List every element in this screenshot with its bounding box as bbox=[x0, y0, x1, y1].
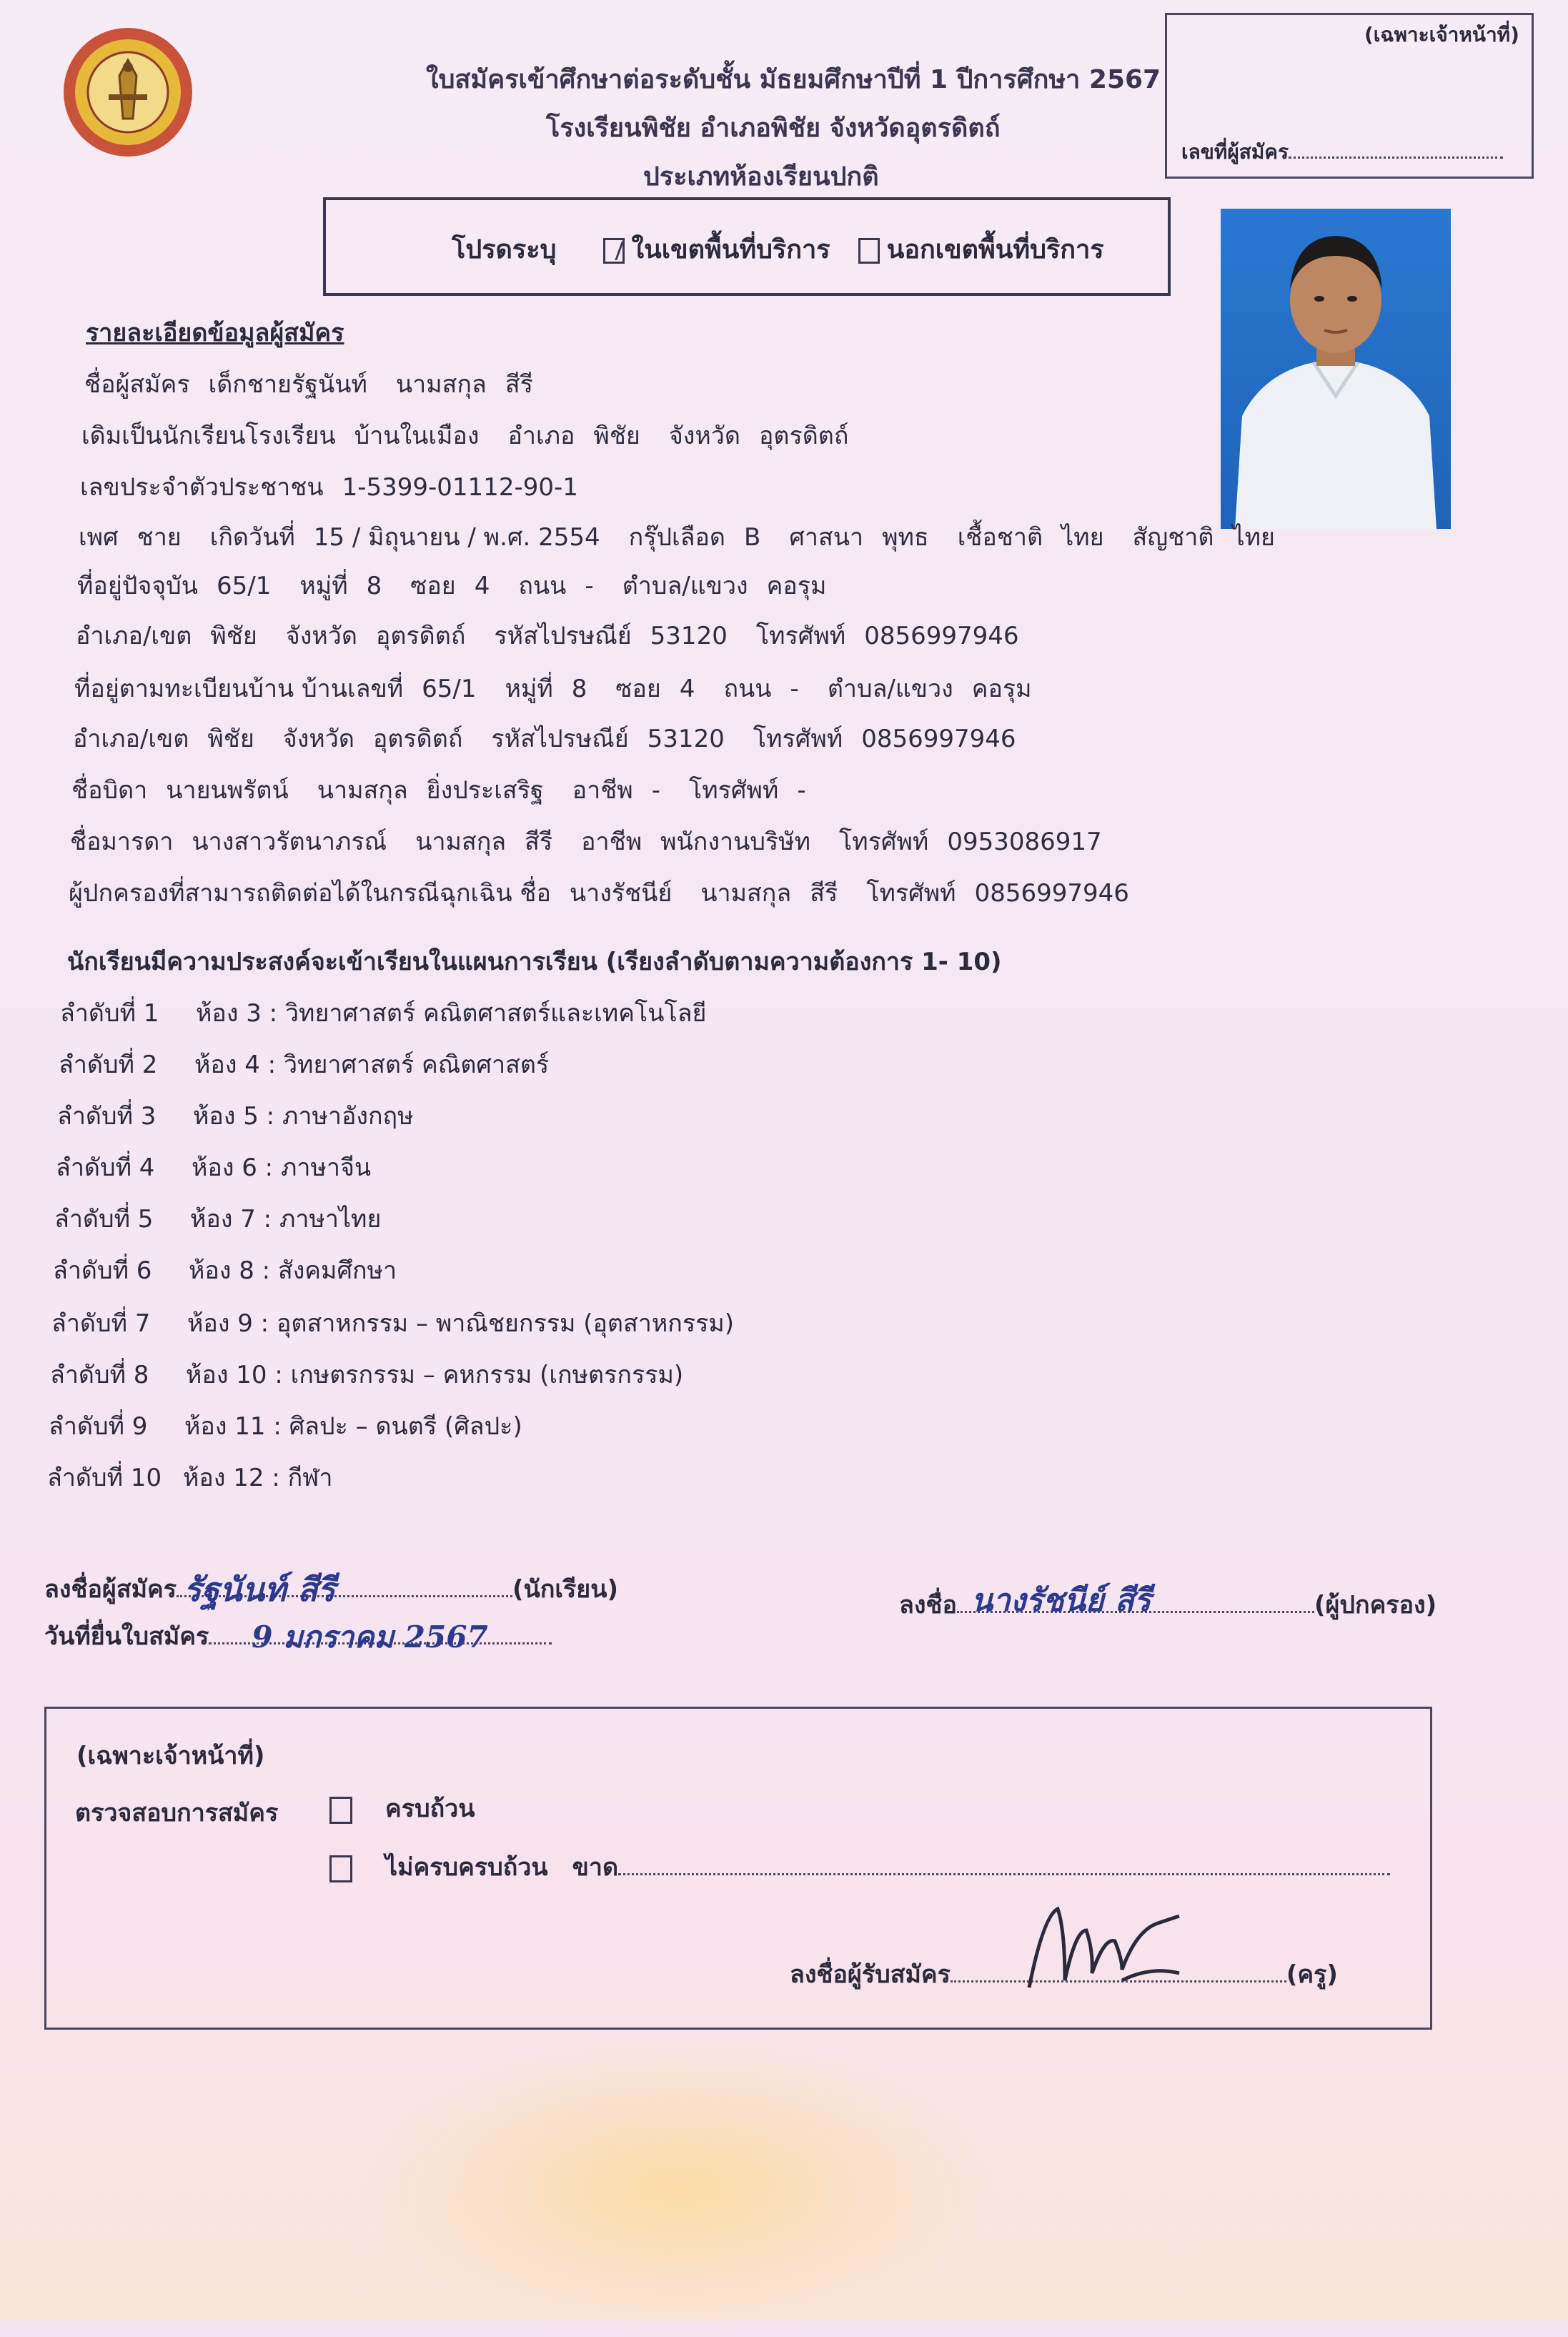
staff-only-label: (เฉพาะเจ้าหน้าที่) bbox=[1364, 23, 1519, 46]
staff-only-box bbox=[1165, 13, 1534, 179]
out-zone-label: นอกเขตพื้นที่บริการ bbox=[886, 235, 1104, 264]
plan-item bbox=[49, 1406, 522, 1445]
check-label: ตรวจสอบการสมัคร bbox=[75, 1799, 279, 1827]
prev-school-row: เดิมเป็นนักเรียนโรงเรียน บ้านในเมือง อำเภอ พิชัย จังหวัด อุตรดิตถ์ bbox=[81, 422, 849, 450]
plan-order: ลำดับที่ 4 bbox=[56, 1153, 155, 1182]
complete-checkbox[interactable] bbox=[329, 1797, 352, 1824]
applicant-no-field[interactable] bbox=[1181, 137, 1503, 168]
plan-order: ลำดับที่ 9 bbox=[49, 1412, 148, 1441]
plan-room: ห้อง 3 : วิทยาศาสตร์ คณิตศาสตร์และเทคโนโลยี bbox=[196, 999, 707, 1028]
plan-item bbox=[53, 1251, 397, 1289]
plan-item bbox=[56, 1148, 371, 1186]
plan-room: ห้อง 6 : ภาษาจีน bbox=[192, 1153, 372, 1182]
plan-item bbox=[51, 1304, 734, 1342]
plan-order: ลำดับที่ 2 bbox=[59, 1051, 158, 1079]
id-row: เลขประจำตัวประชาชน 1-5399-01112-90-1 bbox=[80, 473, 578, 502]
national-id: 1-5399-01112-90-1 bbox=[342, 473, 578, 502]
plans-heading: นักเรียนมีความประสงค์จะเข้าเรียนในแผนการเรียน (เรียงลำดับตามความต้องการ 1- 10) bbox=[67, 948, 1002, 976]
receiver-signature-field: ลงชื่อผู้รับสมัคร (ครู) bbox=[790, 1955, 1338, 1993]
zone-box bbox=[323, 197, 1171, 296]
office-use-box bbox=[44, 1707, 1432, 2030]
in-zone-label: ในเขตพื้นที่บริการ bbox=[631, 235, 830, 264]
date-field: วันที่ยื่นใบสมัคร 9 มกราคม 2567 bbox=[44, 1617, 552, 1655]
applicant-surname: สีรี bbox=[505, 370, 533, 399]
father-row: ชื่อบิดา นายนพรัตน์ นามสกุล ยิ่งประเสริฐ อาชีพ - โทรศัพท์ - bbox=[71, 776, 806, 805]
out-zone-checkbox[interactable] bbox=[858, 238, 880, 264]
plan-item bbox=[50, 1355, 683, 1394]
school-name: โรงเรียนพิชัย อำเภอพิชัย จังหวัดอุตรดิตถ์ bbox=[546, 114, 1001, 143]
plan-order: ลำดับที่ 5 bbox=[54, 1205, 154, 1234]
zone-label: โปรดระบุ bbox=[452, 235, 557, 264]
plan-room: ห้อง 12 : กีฬา bbox=[183, 1464, 333, 1492]
registered-address-row-2: อำเภอ/เขต พิชัย จังหวัด อุตรดิตถ์ รหัสไปรษณีย์ 53120 โทรศัพท์ 0856997946 bbox=[73, 725, 1016, 753]
plan-room: ห้อง 9 : อุตสาหกรรม – พาณิชยกรรม (อุตสาหกรรม) bbox=[187, 1309, 735, 1338]
office-title: (เฉพาะเจ้าหน้าที่) bbox=[76, 1742, 265, 1770]
plan-order: ลำดับที่ 10 bbox=[47, 1464, 162, 1492]
registered-address-row-1: ที่อยู่ตามทะเบียนบ้าน บ้านเลขที่ 65/1 หมู่ที่ 8 ซอย 4 ถนน - ตำบล/แขวง คอรุม bbox=[74, 675, 1032, 703]
applicant-name: เด็กชายรัฐนันท์ bbox=[208, 370, 367, 399]
guardian-row: ผู้ปกครองที่สามารถติดต่อได้ในกรณีฉุกเฉิน ชื่อ นางรัชนีย์ นามสกุล สีรี โทรศัพท์ 0856997946 bbox=[69, 879, 1129, 908]
plan-item bbox=[57, 1096, 414, 1135]
plan-order: ลำดับที่ 7 bbox=[51, 1309, 151, 1338]
in-zone-checkbox[interactable] bbox=[603, 238, 625, 264]
student-portrait bbox=[1221, 209, 1451, 529]
plan-room: ห้อง 5 : ภาษาอังกฤษ bbox=[193, 1102, 414, 1131]
plan-order: ลำดับที่ 6 bbox=[53, 1256, 152, 1285]
applicant-photo bbox=[1221, 209, 1451, 529]
complete-option: ครบถ้วน bbox=[329, 1789, 475, 1827]
school-emblem-icon bbox=[61, 26, 194, 159]
personal-row: เพศ ชาย เกิดวันที่ 15 / มิถุนายน / พ.ศ. 2554 กรุ๊ปเลือด B ศาสนา พุทธ เชื้อชาติ ไทย สัญชาติ ไทย bbox=[79, 523, 1275, 552]
plan-room: ห้อง 8 : สังคมศึกษา bbox=[189, 1256, 397, 1285]
plan-room: ห้อง 10 : เกษตรกรรม – คหกรรม (เกษตรกรรม) bbox=[186, 1361, 684, 1389]
name-row: ชื่อผู้สมัคร เด็กชายรัฐนันท์ นามสกุล สีรี bbox=[84, 370, 533, 399]
plan-item bbox=[60, 993, 706, 1032]
class-type: ประเภทห้องเรียนปกติ bbox=[643, 162, 879, 192]
plan-room: ห้อง 4 : วิทยาศาสตร์ คณิตศาสตร์ bbox=[194, 1051, 550, 1079]
birth-date: 15 / มิถุนายน / พ.ศ. 2554 bbox=[313, 523, 600, 552]
section-title: รายละเอียดข้อมูลผู้สมัคร bbox=[86, 319, 344, 347]
applicant-no-label: เลขที่ผู้สมัคร bbox=[1181, 140, 1289, 164]
plan-room: ห้อง 11 : ศิลปะ – ดนตรี (ศิลปะ) bbox=[184, 1412, 522, 1441]
plan-order: ลำดับที่ 8 bbox=[50, 1361, 149, 1389]
plan-item bbox=[59, 1045, 549, 1083]
current-address-row-2: อำเภอ/เขต พิชัย จังหวัด อุตรดิตถ์ รหัสไปรษณีย์ 53120 โทรศัพท์ 0856997946 bbox=[76, 622, 1019, 650]
form-title: ใบสมัครเข้าศึกษาต่อระดับชั้น มัธยมศึกษาปีที่ 1 ปีการศึกษา 2567 bbox=[426, 65, 1161, 94]
current-address-row-1: ที่อยู่ปัจจุบัน 65/1 หมู่ที่ 8 ซอย 4 ถนน - ตำบล/แขวง คอรุม bbox=[77, 572, 827, 600]
applicant-signature: รัฐนันท์ สีรี bbox=[184, 1570, 336, 1609]
plan-item bbox=[54, 1199, 381, 1238]
plan-order: ลำดับที่ 3 bbox=[57, 1102, 157, 1131]
mother-row: ชื่อมารดา นางสาวรัตนาภรณ์ นามสกุล สีรี อาชีพ พนักงานบริษัท โทรศัพท์ 0953086917 bbox=[70, 828, 1102, 856]
application-date: 9 มกราคม 2567 bbox=[252, 1619, 488, 1654]
incomplete-option: ไม่ครบครบถ้วน ขาด bbox=[329, 1847, 1390, 1886]
guardian-signature: นางรัชนีย์ สีรี bbox=[971, 1582, 1151, 1619]
plan-item bbox=[47, 1458, 333, 1497]
applicant-signature-field: ลงชื่อผู้สมัคร รัฐนันท์ สีรี (นักเรียน) bbox=[44, 1569, 618, 1608]
plan-room: ห้อง 7 : ภาษาไทย bbox=[190, 1205, 382, 1234]
light-glare bbox=[357, 2037, 1001, 2337]
incomplete-checkbox[interactable] bbox=[329, 1855, 352, 1882]
plan-order: ลำดับที่ 1 bbox=[60, 999, 159, 1028]
guardian-signature-field: ลงชื่อ นางรัชนีย์ สีรี (ผู้ปกครอง) bbox=[899, 1585, 1436, 1624]
receiver-signature-scribble bbox=[1015, 1902, 1201, 2002]
